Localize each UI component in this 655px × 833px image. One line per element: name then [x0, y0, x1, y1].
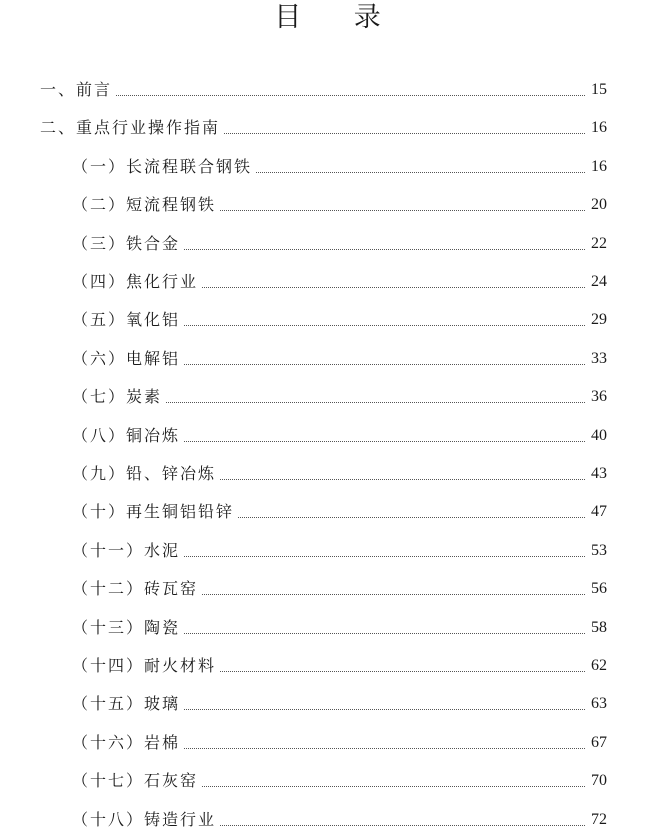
dot-leader — [256, 171, 585, 173]
toc-entry[interactable] — [72, 531, 607, 561]
toc-entry-page-number: 16 — [591, 157, 607, 175]
dot-leader — [116, 94, 585, 96]
toc-entry[interactable] — [72, 224, 607, 254]
toc-entry[interactable] — [72, 147, 607, 177]
toc-entry[interactable] — [72, 761, 607, 791]
toc-entry-label: （十五）玻璃 — [72, 694, 181, 714]
toc-entry-label: （十）再生铜铝铅锌 — [72, 502, 235, 522]
toc-entry-label: （五）氧化铝 — [72, 310, 181, 330]
toc-entry-label: 一、前言 — [40, 80, 113, 99]
dot-leader — [202, 785, 585, 787]
toc-entry-page-number: 43 — [591, 465, 607, 482]
dot-leader — [220, 824, 585, 826]
toc-entry-label: （二）短流程钢铁 — [72, 195, 217, 215]
toc-entry-label: （十八）铸造行业 — [72, 809, 217, 829]
toc-entry-label: （十三）陶瓷 — [72, 617, 181, 637]
dot-leader — [184, 632, 585, 634]
toc-entry-label: 二、重点行业操作指南 — [40, 118, 221, 138]
toc-entry-page-number: 36 — [591, 388, 607, 406]
toc-entry-label: （十一）水泥 — [72, 540, 181, 560]
toc-entry-label: （六）电解铝 — [72, 348, 181, 368]
toc-entry[interactable] — [40, 108, 607, 138]
toc-entry-page-number: 58 — [591, 618, 607, 636]
dot-leader — [220, 478, 585, 480]
toc-entry-page-number: 56 — [591, 580, 607, 598]
toc-entry-label: （四）焦化行业 — [72, 272, 199, 291]
dot-leader — [184, 747, 585, 749]
dot-leader — [224, 132, 585, 134]
toc-entry-label: （十六）岩棉 — [72, 732, 181, 752]
toc-entry[interactable] — [72, 300, 607, 330]
toc-entry-page-number: 70 — [591, 772, 607, 790]
toc-entry-label: （十四）耐火材料 — [72, 656, 217, 675]
toc-entry-page-number: 62 — [591, 657, 607, 674]
toc-entry[interactable] — [72, 339, 607, 369]
toc-entry-label: （九）铅、锌冶炼 — [72, 464, 217, 483]
toc-entry-label: （三）铁合金 — [72, 233, 181, 253]
toc-entry-label: （十七）石灰窑 — [72, 771, 199, 791]
dot-leader — [220, 209, 585, 211]
toc-entry[interactable] — [72, 646, 607, 676]
dot-leader — [184, 363, 585, 365]
toc-entry-label: （一）长流程联合钢铁 — [72, 156, 253, 176]
toc-entry-page-number: 33 — [591, 349, 607, 367]
toc-entry[interactable] — [72, 262, 607, 292]
toc-entry[interactable] — [72, 185, 607, 215]
toc-entry-page-number: 16 — [591, 119, 607, 137]
toc-entry[interactable] — [72, 608, 607, 638]
toc-entry-page-number: 67 — [591, 733, 607, 751]
toc-entry[interactable] — [72, 800, 607, 830]
dot-leader — [238, 516, 585, 518]
toc-entry[interactable] — [72, 569, 607, 599]
page-title: 目 录 — [274, 2, 403, 33]
dot-leader — [220, 670, 585, 672]
toc-entry-page-number: 20 — [591, 196, 607, 214]
toc-entry-page-number: 15 — [591, 81, 607, 98]
toc-entry-page-number: 40 — [591, 426, 607, 444]
dot-leader — [184, 324, 585, 326]
toc-entry-page-number: 24 — [591, 273, 607, 290]
dot-leader — [202, 593, 585, 595]
toc-entry[interactable] — [72, 454, 607, 484]
toc-entry-page-number: 53 — [591, 541, 607, 559]
dot-leader — [184, 440, 585, 442]
toc-entry[interactable] — [40, 70, 607, 100]
toc-entry[interactable] — [72, 684, 607, 714]
toc-entry-page-number: 63 — [591, 695, 607, 713]
toc-entry[interactable] — [72, 723, 607, 753]
toc-entry-label: （七）炭素 — [72, 387, 163, 407]
toc-entry-page-number: 72 — [591, 810, 607, 828]
toc-entry-page-number: 22 — [591, 234, 607, 252]
dot-leader — [202, 286, 585, 288]
dot-leader — [184, 708, 585, 710]
toc-entry[interactable] — [72, 377, 607, 407]
dot-leader — [184, 248, 585, 250]
dot-leader — [184, 555, 585, 557]
toc-entry-label: （八）铜冶炼 — [72, 425, 181, 445]
toc-entry-page-number: 29 — [591, 311, 607, 329]
dot-leader — [166, 401, 585, 403]
toc-entry[interactable] — [72, 492, 607, 522]
toc-entry-label: （十二）砖瓦窑 — [72, 579, 199, 599]
toc-entry-page-number: 47 — [591, 503, 607, 521]
toc-entry[interactable] — [72, 416, 607, 446]
